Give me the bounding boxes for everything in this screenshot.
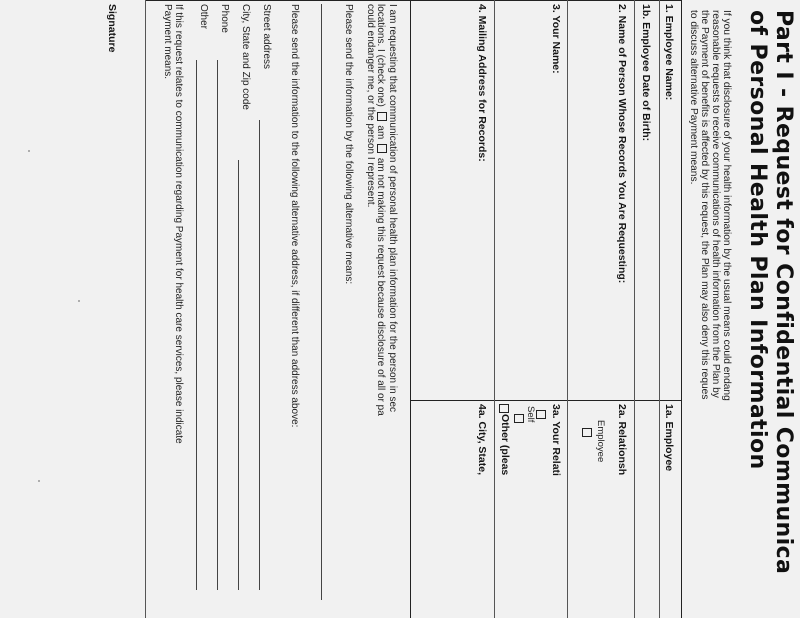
am-not-checkbox[interactable] (377, 144, 387, 153)
intro-line-1: If you think that disclosure of your health information by the usual means could endang (721, 10, 732, 401)
mailing-address-label: 4. Mailing Address for Records: (476, 4, 488, 162)
employee-id-label: 1a. Employee (663, 404, 675, 472)
form-title-line1: Part I - Request for Confidential Communica (771, 10, 796, 575)
relation-other-checkbox[interactable] (499, 404, 509, 413)
your-name-label: 3. Your Name: (550, 4, 562, 74)
relationship-employee-checkbox[interactable] (582, 428, 592, 437)
section-bottom-line (145, 0, 146, 618)
row-divider-1 (659, 0, 660, 618)
statement-line-2-start: locations. I (check one) (375, 4, 386, 107)
table-top-border (681, 0, 682, 618)
other-input-line[interactable] (196, 60, 197, 590)
intro-line-2: reasonable requests to receive communications of health information from the Plan by (710, 10, 721, 398)
phone-label: Phone (219, 4, 230, 33)
city-state-zip-input-line[interactable] (238, 160, 239, 590)
relationship-employee-option: Employee (595, 420, 606, 463)
row-divider-4 (494, 0, 495, 618)
other-label: Other (198, 4, 209, 30)
relation-self-checkbox[interactable] (536, 410, 546, 419)
alt-address-label: Please send the information to the following alternative address, if different than address above: (289, 4, 300, 428)
alt-means-input-line[interactable] (321, 4, 322, 600)
relation-self-checkbox-2[interactable] (514, 414, 524, 423)
am-not-option: am not (375, 157, 386, 189)
street-address-input-line[interactable] (259, 120, 260, 590)
intro-line-3: the Payment of benefits is affected by this request, the Plan may also deny this reques (699, 10, 710, 400)
table-column-divider (410, 400, 682, 401)
statement-line-3: could endanger me, or the person I represent. (365, 4, 376, 208)
table-bottom-border (410, 0, 411, 618)
alt-means-label: Please send the information by the following alternative means: (343, 4, 354, 285)
employee-dob-label: 1b. Employee Date of Birth: (640, 4, 652, 142)
city-state-label: 4a. City, State, (476, 404, 488, 475)
am-option: am (375, 125, 386, 140)
statement-line-2-end: making this request because disclosure of all or pa (375, 191, 386, 416)
city-state-zip-label: City, State and Zip code (240, 4, 251, 110)
table-left-border (410, 0, 682, 1)
street-address-label: Street address (261, 4, 272, 70)
scan-speck (28, 150, 30, 152)
form-title-line2: of Personal Health Plan Information (745, 10, 770, 470)
payment-note-line-1: If this request relates to communication regarding Payment for health care services, please indicate (173, 4, 184, 444)
relation-self-option: Self (525, 406, 536, 423)
your-relation-label: 3a. Your Relati (550, 404, 562, 476)
relation-other-option: Other (pleas (499, 414, 511, 476)
signature-label: Signature (106, 4, 118, 53)
statement-line-2 (375, 4, 387, 416)
relationship-label: 2a. Relationsh (616, 404, 628, 476)
row-divider-2 (634, 0, 635, 618)
row-divider-3 (567, 0, 568, 618)
employee-name-label: 1. Employee Name: (663, 4, 675, 101)
section-left-border (146, 0, 411, 1)
payment-note-line-2: Payment means. (162, 4, 173, 80)
intro-line-4: to discuss alternative Payment means. (688, 10, 699, 185)
person-records-label: 2. Name of Person Whose Records You Are Requesting: (616, 4, 628, 284)
statement-line-1: I am requesting that communication of personal health plan information for the person in sec (387, 4, 398, 413)
scan-speck (78, 300, 80, 302)
scan-speck (38, 480, 40, 482)
phone-input-line[interactable] (217, 60, 218, 590)
am-checkbox[interactable] (377, 112, 387, 121)
